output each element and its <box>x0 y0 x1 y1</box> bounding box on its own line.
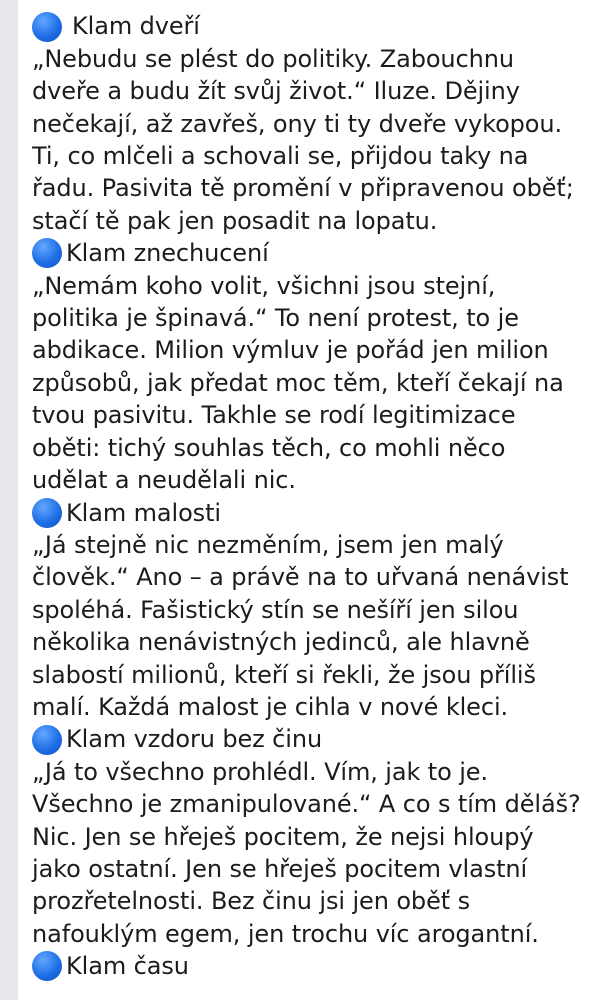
paragraph-line: člověk.“ Ano – a právě na to uřvaná nenávist <box>32 563 569 592</box>
clipped-top-line <box>32 0 608 10</box>
paragraph-line: Nic. Jen se hřeješ pocitem, že nejsi hloupý <box>32 822 534 851</box>
paragraph-line: „Nemám koho volit, všichni jsou stejní, <box>32 271 496 300</box>
section-heading <box>32 237 608 269</box>
paragraph-line: spoléhá. Fašistický stín se nešíří jen silou <box>32 595 519 624</box>
paragraph-line: dveře a budu žít svůj život.“ Iluze. Dějiny <box>32 77 520 106</box>
blue-circle-icon <box>32 498 62 528</box>
section-title: Klam malosti <box>66 498 221 527</box>
paragraph-line: prozřetelnosti. Bez činu jsi jen oběť s <box>32 887 470 916</box>
paragraph-line: „Já stejně nic nezměním, jsem jen malý <box>32 530 504 559</box>
section-title: Klam dveří <box>72 12 200 41</box>
paragraph-line: způsobů, jak předat moc těm, kteří čekají na <box>32 368 564 397</box>
paragraph-line: jako ostatní. Jen se hřeješ pocitem vlastní <box>32 854 528 883</box>
paragraph-line: tvou pasivitu. Takhle se rodí legitimizace <box>32 401 516 430</box>
paragraph-line: abdikace. Milion výmluv je pořád jen milion <box>32 336 549 365</box>
section-title: Klam času <box>66 952 189 981</box>
paragraph-line: udělat a neudělali nic. <box>32 466 296 495</box>
paragraph-line: Všechno je zmanipulované.“ A co s tím děláš? <box>32 790 581 819</box>
paragraph-line: stačí tě pak jen posadit na lopatu. <box>32 206 438 235</box>
paragraph-line: několika nenávistných jedinců, ale hlavně <box>32 628 530 657</box>
section-heading <box>32 497 608 529</box>
blue-circle-icon <box>32 725 62 755</box>
section-title: Klam vzdoru bez činu <box>66 725 323 754</box>
section-heading <box>32 723 608 755</box>
paragraph-line: nafouklým egem, jen trochu víc arogantní. <box>32 919 539 948</box>
paragraph-line: „Nebudu se plést do politiky. Zabouchnu <box>32 44 514 73</box>
paragraph-line: slabostí milionů, kteří si řekli, že jsou příliš <box>32 660 536 689</box>
section-heading <box>32 950 608 982</box>
paragraph-line: politika je špinavá.“ To není protest, to je <box>32 304 519 333</box>
paragraph-line: malí. Každá malost je cihla v nové kleci. <box>32 692 509 721</box>
paragraph-line: Ti, co mlčeli a schovali se, přijdou taky na <box>32 142 529 171</box>
blue-circle-icon <box>32 12 62 42</box>
section-heading <box>32 10 608 42</box>
paragraph-line: řadu. Pasivita tě promění v připravenou oběť; <box>32 174 574 203</box>
clipped-bottom-line <box>32 983 608 1000</box>
paragraph-line: „Já to všechno prohlédl. Vím, jak to je. <box>32 757 488 786</box>
paragraph-line: nečekají, až zavřeš, ony ti ty dveře vykopou. <box>32 109 563 138</box>
blue-circle-icon <box>32 238 62 268</box>
paragraph-line: oběti: tichý souhlas těch, co mohli něco <box>32 433 506 462</box>
post-text <box>32 0 608 1000</box>
section-title: Klam znechucení <box>66 239 269 268</box>
blue-circle-icon <box>32 951 62 981</box>
post-card <box>18 0 613 1000</box>
